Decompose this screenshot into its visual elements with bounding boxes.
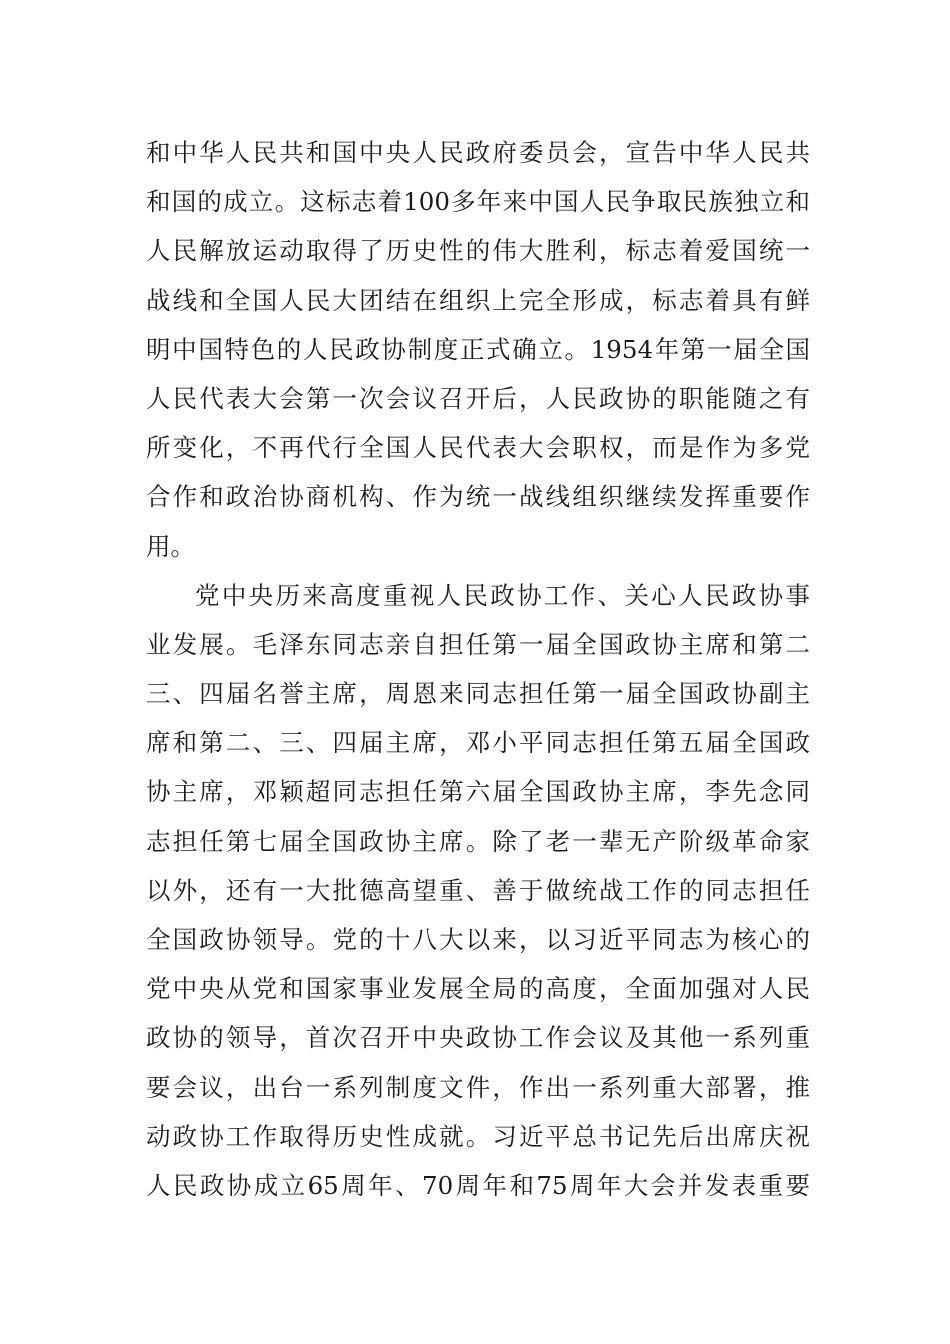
paragraph-1-line-7: 所变化，不再代行全国人民代表大会职权，而是作为多党 [146, 433, 810, 463]
paragraph-2-line-8: 全国政协领导。党的十八大以来，以习近平同志为核心的 [146, 925, 810, 954]
paragraph-2-line-3: 三、四届名誉主席，周恩来同志担任第一届全国政协副主 [146, 679, 810, 709]
paragraph-1-line-6: 人民代表大会第一次会议召开后，人民政协的职能随之有 [146, 383, 810, 413]
body-text [146, 128, 810, 1210]
paragraph-2-line-9: 党中央从党和国家事业发展全局的高度，全面加强对人民 [146, 974, 810, 1004]
paragraph-1-line-1: 和中华人民共和国中央人民政府委员会，宣告中华人民共 [146, 138, 810, 167]
paragraph-2-line-13: 人民政协成立65周年、70周年和75周年大会并发表重要 [146, 1170, 810, 1200]
paragraph-2-line-7: 以外，还有一大批德高望重、善于做统战工作的同志担任 [146, 875, 810, 905]
paragraph-1-line-4: 战线和全国人民大团结在组织上完全形成，标志着具有鲜 [146, 285, 810, 315]
paragraph-2-line-1: 党中央历来高度重视人民政协工作、关心人民政协事 [195, 580, 810, 610]
paragraph-2-line-12: 动政协工作取得历史性成就。习近平总书记先后出席庆祝 [146, 1121, 810, 1151]
paragraph-1-line-2: 和国的成立。这标志着100多年来中国人民争取民族独立和 [146, 187, 810, 217]
paragraph-2-line-10: 政协的领导，首次召开中央政协工作会议及其他一系列重 [146, 1023, 810, 1053]
paragraph-1-line-9: 用。 [146, 531, 195, 561]
paragraph-2-line-11: 要会议，出台一系列制度文件，作出一系列重大部署，推 [146, 1072, 810, 1102]
paragraph-2-line-5: 协主席，邓颖超同志担任第六届全国政协主席，李先念同 [146, 777, 810, 807]
paragraph-2-line-2: 业发展。毛泽东同志亲自担任第一届全国政协主席和第二 [146, 629, 810, 659]
paragraph-1-line-5: 明中国特色的人民政协制度正式确立。1954年第一届全国 [146, 334, 810, 364]
paragraph-2-line-4: 席和第二、三、四届主席，邓小平同志担任第五届全国政 [146, 728, 810, 758]
paragraph-2-line-6: 志担任第七届全国政协主席。除了老一辈无产阶级革命家 [146, 826, 810, 856]
paragraph-1-line-3: 人民解放运动取得了历史性的伟大胜利，标志着爱国统一 [146, 236, 810, 266]
paragraph-1-line-8: 合作和政治协商机构、作为统一战线组织继续发挥重要作 [146, 482, 810, 512]
